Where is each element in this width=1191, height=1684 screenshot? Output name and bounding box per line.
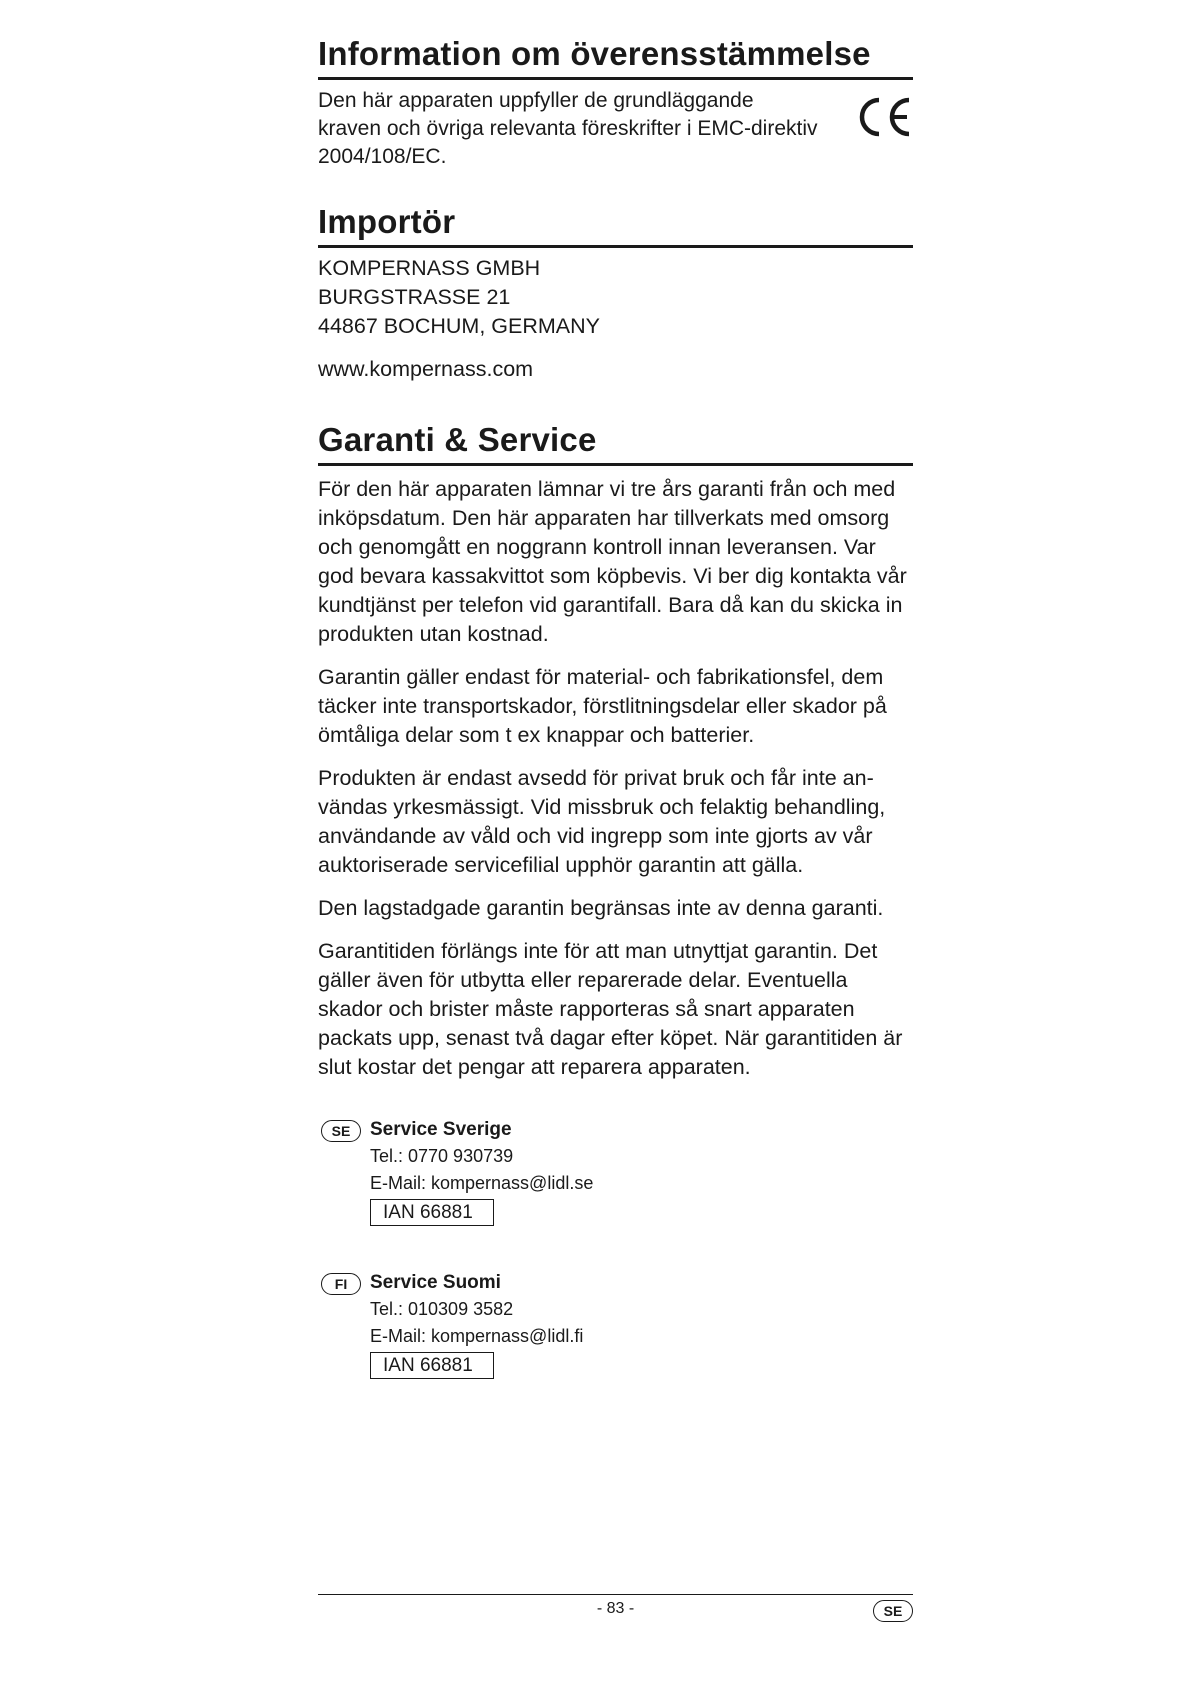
service-details [370,1117,593,1226]
service-title: Service Suomi [370,1272,501,1293]
service-phone: Tel.: 0770 930739 [370,1146,514,1166]
conformity-heading: Information om överensstämmelse [318,34,913,80]
ce-mark-icon [855,95,913,139]
service-details [370,1270,583,1379]
warranty-paragraph: Garantin gäller endast för material- och fabrikationsfel, dem täcker inte transportskador, förstlitningsdelar eller skador på ömtåliga delar som t ex knappar och batterier. [318,665,887,747]
service-title: Service Sverige [370,1119,512,1140]
warranty-paragraph: Den lagstadgade garantin begränsas inte av denna garanti. [318,896,884,920]
warranty-heading: Garanti & Service [318,420,913,466]
importer-website-link[interactable]: www.kompernass.com [318,357,534,381]
address-line-city: 44867 BOCHUM, GERMANY [318,314,600,338]
service-email: E-Mail: kompernass@lidl.fi [370,1326,584,1346]
address-line-company: KOMPERNASS GMBH [318,256,541,280]
country-badge-fi: FI [321,1273,361,1295]
service-email: E-Mail: kompernass@lidl.se [370,1173,594,1193]
importer-section [318,202,913,384]
country-badge-se: SE [321,1120,361,1142]
page-number: - 83 - [596,1600,635,1617]
warranty-paragraph: Produkten är endast avsedd för privat bruk och får inte an-vändas yrkesmässigt. Vid missbruk och felaktig behandling, användande av våld och vid ingrepp som inte gjorts av vår auktoriserade servicefilial upphör garantin att gälla. [318,766,886,877]
ian-box: IAN 66881 [370,1199,494,1226]
service-phone: Tel.: 010309 3582 [370,1299,514,1319]
importer-heading: Importör [318,202,913,248]
warranty-paragraph: Garantitiden förlängs inte för att man utnyttjat garantin. Det gäller även för utbytta eller reparerade delar. Eventuella skador och brister måste rapporteras så snart apparaten packats upp, senast två dagar efter köpet. När garantitiden är slut kostar det pengar att reparera apparaten. [318,939,903,1079]
importer-address [318,254,913,341]
document-page [318,0,913,1684]
footer-divider [318,1594,913,1595]
footer-country-badge: SE [873,1600,913,1622]
address-line-street: BURGSTRASSE 21 [318,285,511,309]
warranty-paragraph: För den här apparaten lämnar vi tre års garanti från och med inköpsdatum. Den här apparaten har tillverkats med omsorg och genomgått en noggrann kontroll innan leveransen. Var god bevara kassakvittot som köpbevis. Vi ber dig kontakta vår kundtjänst per telefon vid garantifall. Bara då kan du skicka in produkten utan kostnad. [318,477,907,646]
ian-box: IAN 66881 [370,1352,494,1379]
warranty-section [318,420,913,1082]
conformity-text: Den här apparaten uppfyller de grundläggande kraven och övriga relevanta föreskrifter i EMC-direktiv 2004/108/EC. [318,89,818,168]
conformity-body [318,87,913,171]
conformity-section [318,34,913,171]
